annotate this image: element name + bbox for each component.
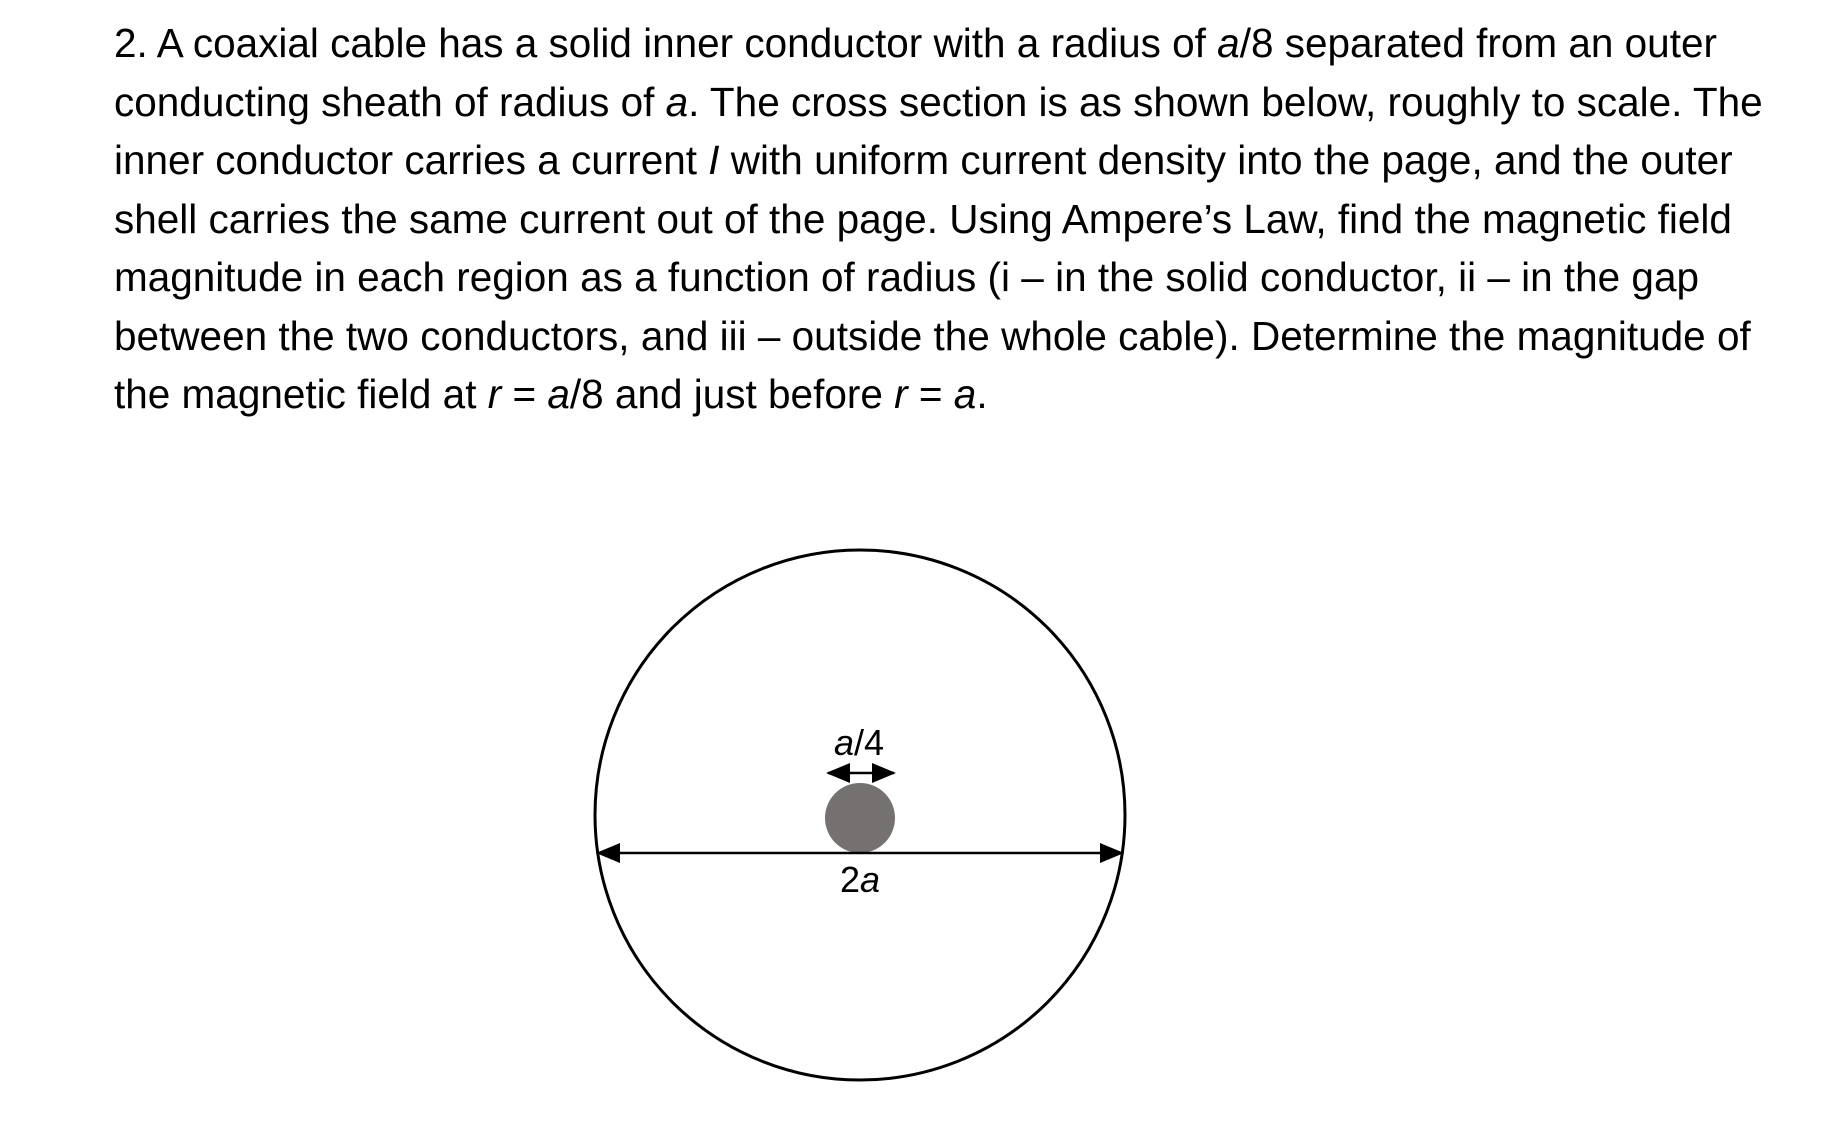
problem-text: 2. A coaxial cable has a solid inner conductor with a radius of (114, 20, 1218, 66)
outer-diameter-label: 2a (839, 859, 881, 900)
inner-diameter-label: a/4 (833, 722, 885, 763)
problem-text: with uniform current density into the page, and the outer (719, 137, 1733, 183)
problem-text: between the two conductors, and iii – outside the whole cable). Determine the magnitude of (114, 312, 1751, 359)
problem-text: the magnetic field at (114, 371, 488, 417)
problem-text: magnitude in each region as a function of radius (i – in the solid conductor, ii – in the gap (114, 254, 1699, 300)
problem-text: . The cross section is as shown below, roughly to scale. The (688, 78, 1763, 125)
problem-text: conducting sheath of radius of (114, 78, 666, 125)
problem-text: = (501, 371, 548, 417)
inner-solid-conductor (825, 783, 895, 853)
problem-text: = (907, 371, 954, 417)
math-variable: r (487, 371, 502, 417)
math-variable: r (894, 371, 908, 417)
math-variable: a (665, 78, 689, 125)
math-variable: a (953, 371, 977, 417)
problem-text: /8 and just before (569, 371, 895, 417)
problem-text: . (976, 371, 988, 417)
math-variable: I (708, 137, 720, 183)
problem-text: /8 separated from an outer (1239, 20, 1717, 66)
math-variable: a (1217, 20, 1240, 66)
math-variable: a (547, 371, 570, 417)
problem-text: inner conductor carries a current (114, 137, 709, 183)
problem-text: shell carries the same current out of the page. Using Ampere’s Law, find the magnetic field (114, 195, 1732, 242)
